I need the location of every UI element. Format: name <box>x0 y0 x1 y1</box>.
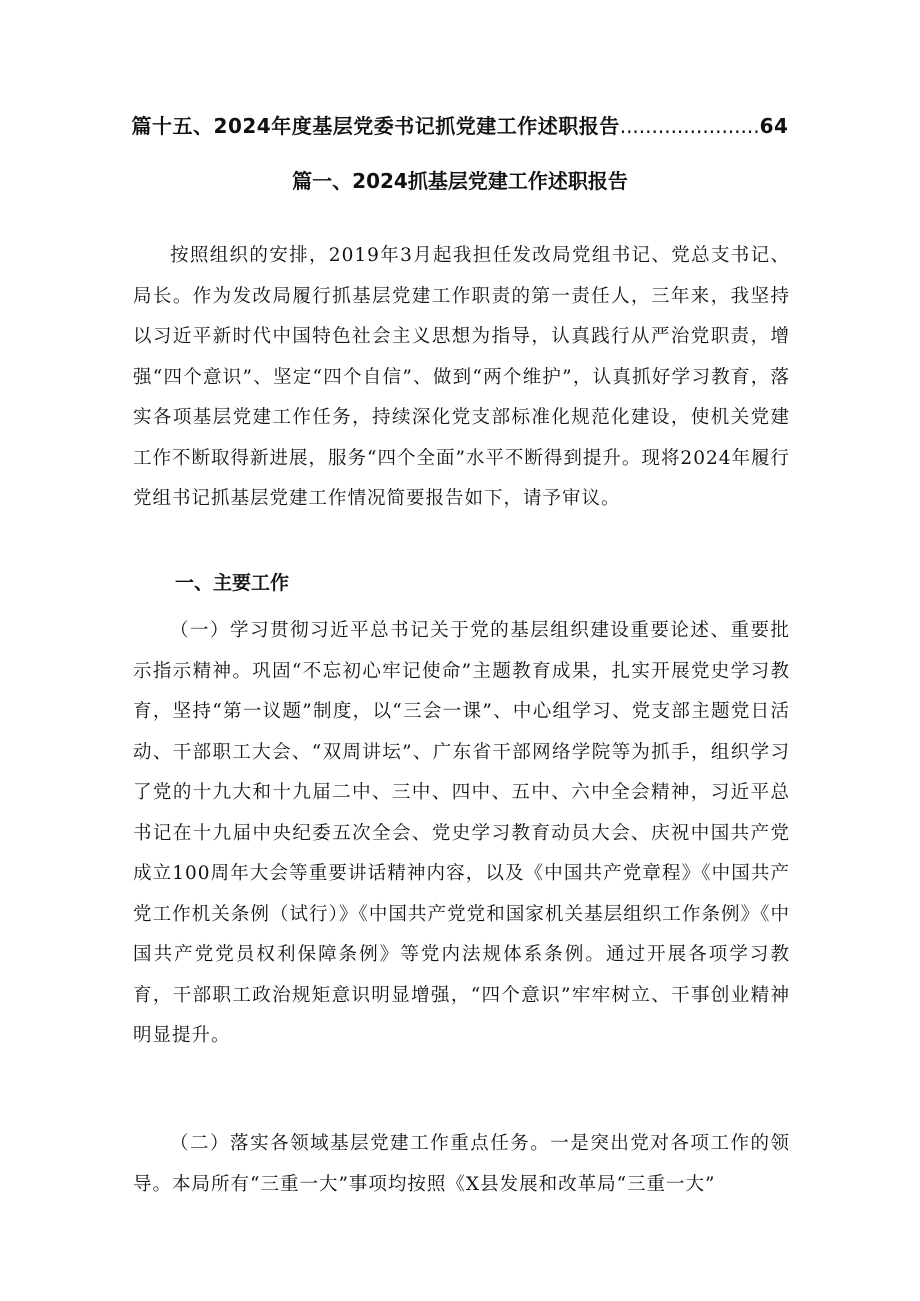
paragraph-tasks: （二）落实各领域基层党建工作重点任务。一是突出党对各项工作的领导。本局所有“三重一大”事项均按照《X县发展和改革局“三重一大” <box>133 1133 790 1195</box>
toc-page-number: 64 <box>759 114 789 138</box>
toc-entry-label: 篇十五、2024年度基层党委书记抓党建工作述职报告 <box>131 114 620 138</box>
toc-entry[interactable] <box>0 110 920 139</box>
paragraph-study: （一）学习贯彻习近平总书记关于党的基层组织建设重要论述、重要批示指示精神。巩固“不忘初心牢记使命”主题教育成果，扎实开展党史学习教育，坚持“第一议题”制度，以“三会一课”、中心组学习、党支部主题党日活动、干部职工大会、“双周讲坛”、广东省干部网络学院等为抓手，组织学习了党的十九大和十九届二中、三中、四中、五中、六中全会精神，习近平总书记在十九届中央纪委五次全会、党史学习教育动员大会、庆祝中国共产党成立100周年大会等重要讲话精神内容，以及《中国共产党章程》《中国共产党工作机关条例（试行）》《中国共产党党和国家机关基层组织工作条例》《中国共产党党员权利保障条例》等党内法规体系条例。通过开展各项学习教育，干部职工政治规矩意识明显增强，“四个意识”牢牢树立、干事创业精神明显提升。 <box>133 620 790 1046</box>
intro-paragraph: 按照组织的安排，2019年3月起我担任发改局党组书记、党总支书记、局长。作为发改局履行抓基层党建工作职责的第一责任人，三年来，我坚持以习近平新时代中国特色社会主义思想为指导，认真践行从严治党职责，增强“四个意识”、坚定“四个自信”、做到“两个维护”，认真抓好学习教育，落实各项基层党建工作任务，持续深化党支部标准化规范化建设，使机关党建工作不断取得新进展，服务“四个全面”水平不断得到提升。现将2024年履行党组书记抓基层党建工作情况简要报告如下，请予审议。 <box>133 245 790 509</box>
section-heading: 一、主要工作 <box>175 572 290 594</box>
document-title: 篇一、2024抓基层党建工作述职报告 <box>292 169 628 193</box>
toc-leader-dots: ...................... <box>619 114 760 138</box>
